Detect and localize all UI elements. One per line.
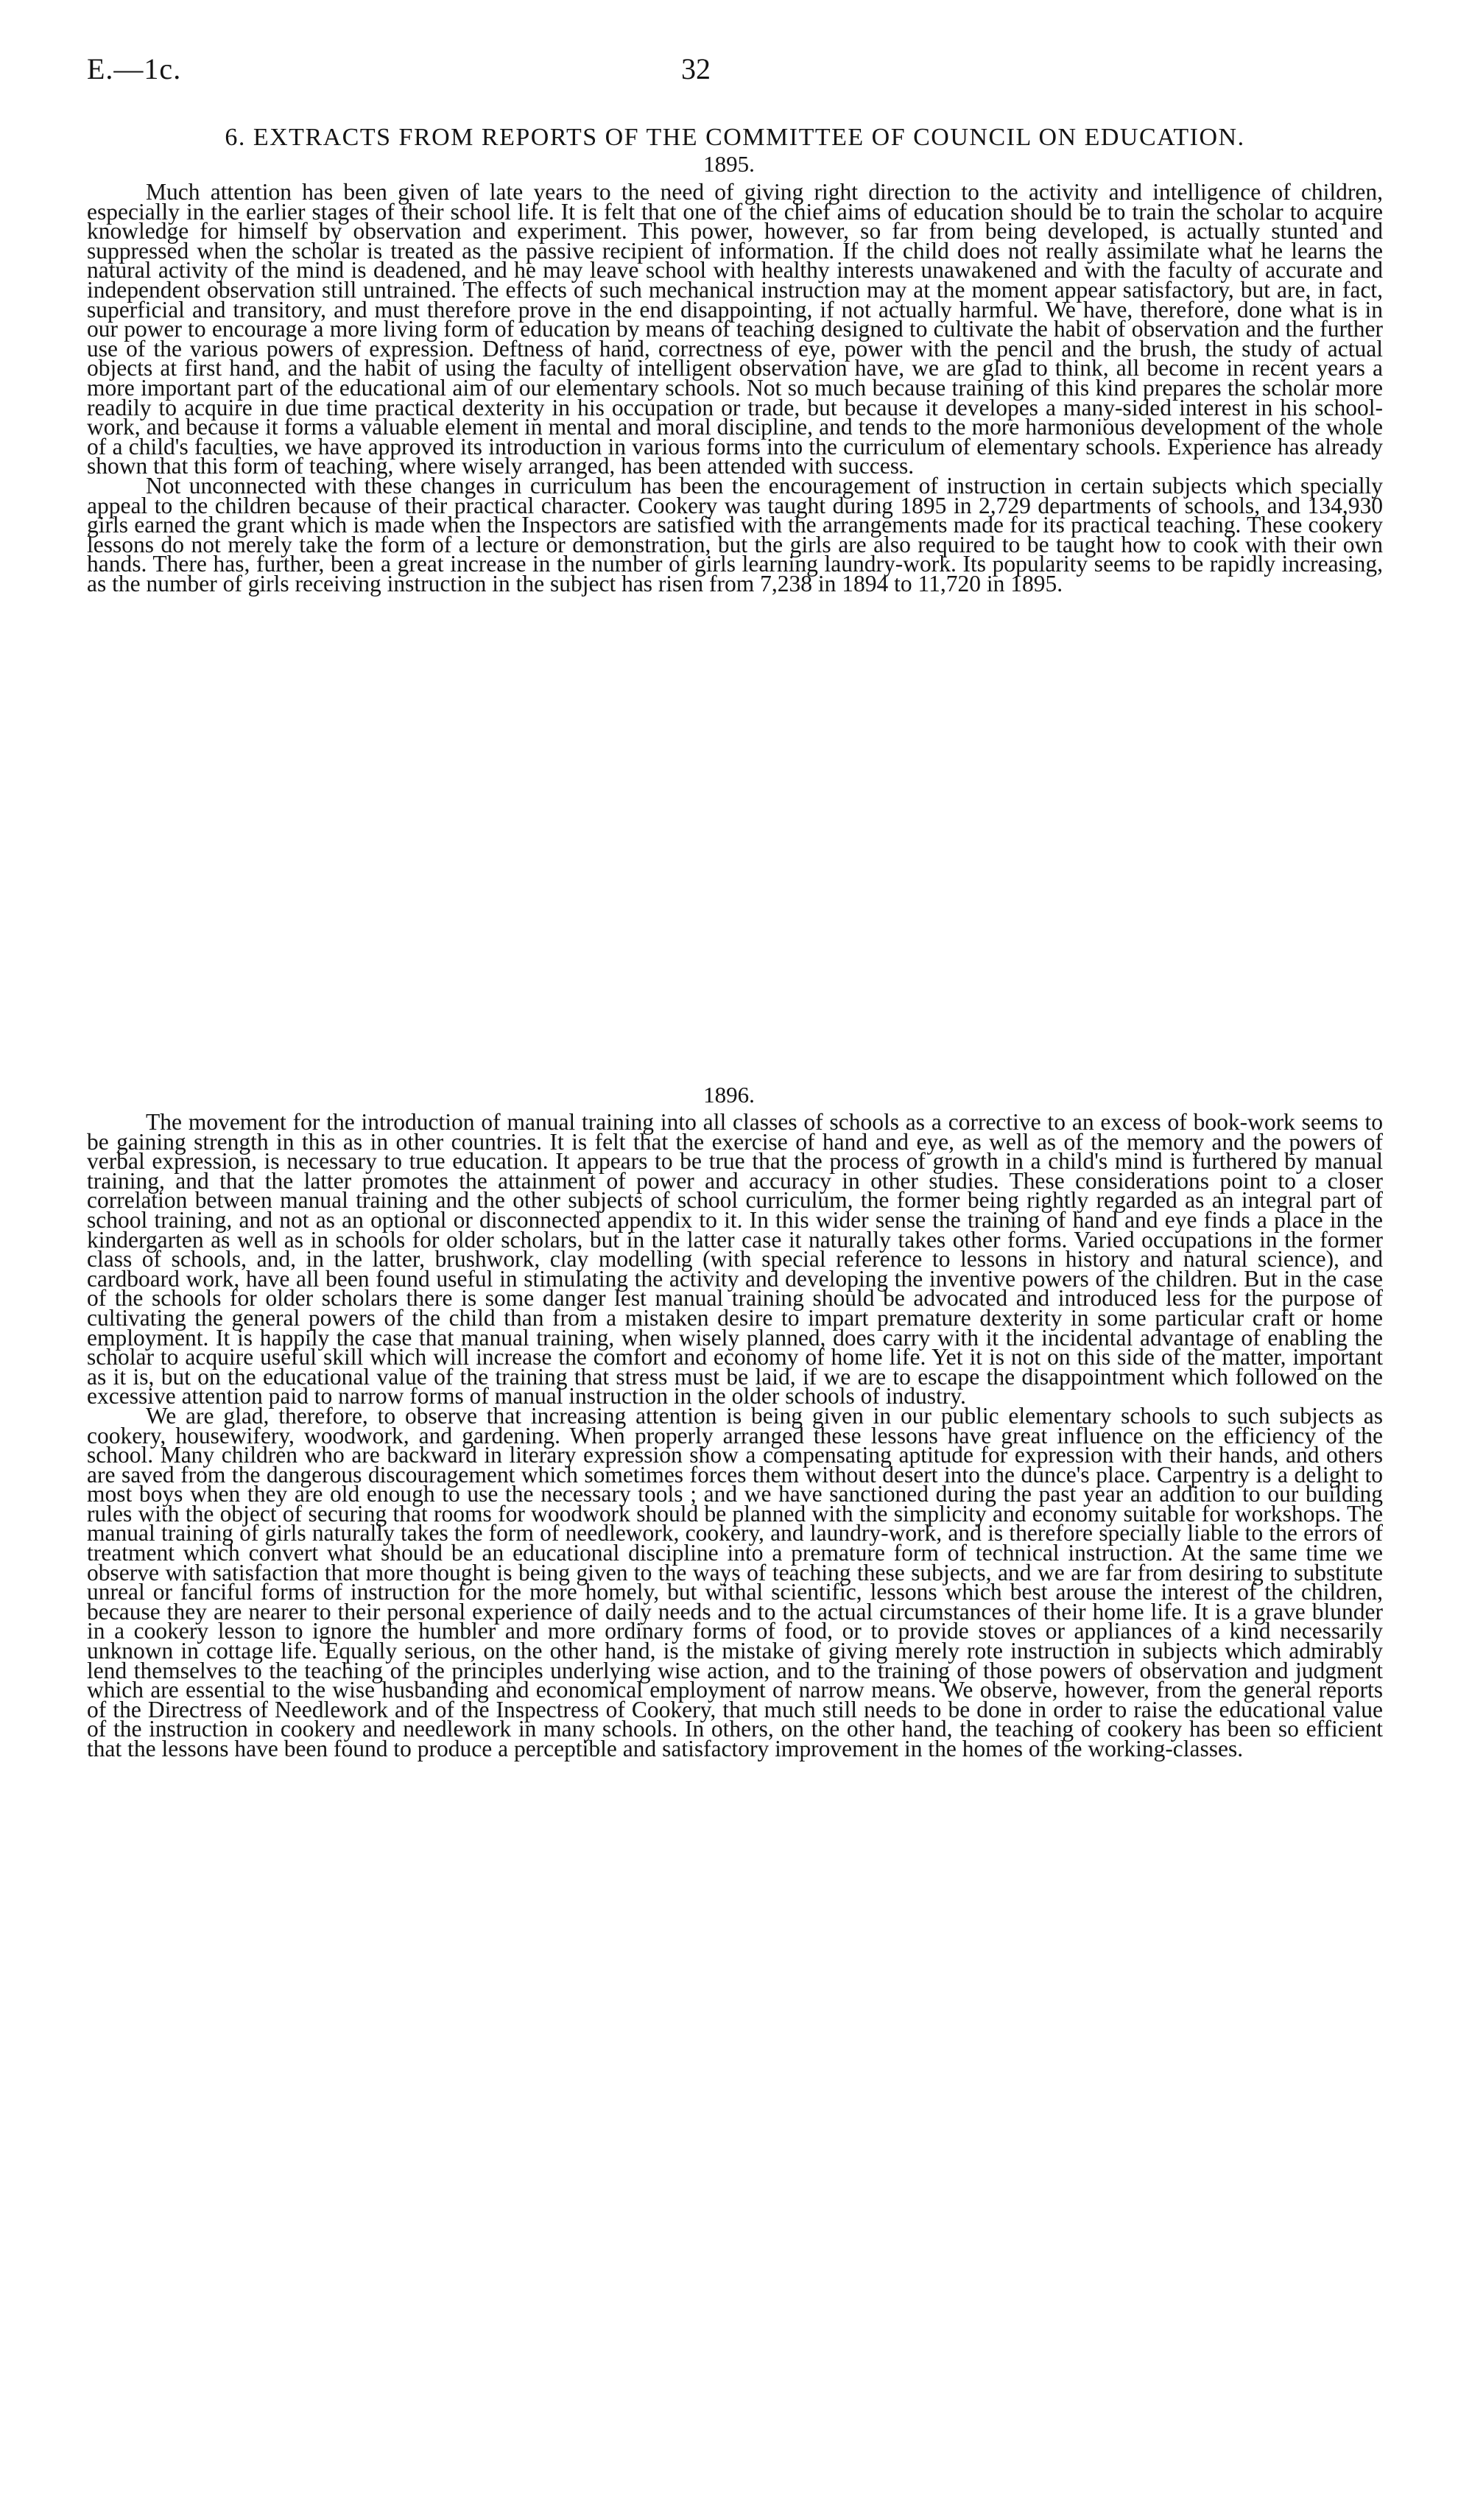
paragraph: The movement for the introduction of manual training into all classes of schools as a corrective to an excess of book-work seems to be gaining strength in this as in other countries. It is felt that the exercise of hand and eye, as well as of the memory and the powers of verbal expression, is necessary to true education. It appears to be true that the process of growth in a child's mind is furthered by manual training, and that the latter promotes the attainment of power and accuracy in other studies. These considerations point to a closer correlation between manual training and the other subjects of school curriculum, the former being rightly regarded as an integral part of school training, and not as an optional or disconnected appendix to it. In this wider sense the training of hand and eye finds a place in the kindergarten as well as in schools for older scholars, but in the latter case it naturally takes other forms. Varied occupations in the former class of schools, and, in the latter, brushwork, clay modelling (with special reference to lessons in history and natural science), and cardboard work, have all been found useful in stimulating the activity and developing the inventive powers of the children. But in the case of the schools for older scholars there is some danger lest manual training should be advocated and introduced less for the purpose of cultivating the general powers of the child than from a mistaken desire to impart premature dexterity in some particular craft or home employment. It is happily the case that manual training, when wisely planned, does carry with it the incidental advantage of enabling the scholar to acquire useful skill which will increase the comfort and economy of home life. Yet it is not on this side of the matter, important as it is, but on the educational value of the training that stress must be laid, if we are to escape the disappointment which followed on the excessive attention paid to narrow forms of manual instruction in the older schools of industry.: [87, 1109, 1383, 1409]
section-1896-body: [87, 1109, 1383, 1761]
section-1895-body: [87, 179, 1383, 596]
paragraph: Much attention has been given of late years to the need of giving right direction to the activity and intelligence of children, especially in the earlier stages of their school life. It is felt that one of the chief aims of education should be to train the scholar to acquire knowledge for himself by observation and experiment. This power, however, so far from being developed, is actually stunted and suppressed when the scholar is treated as the passive recipient of information. If the child does not really assimilate what he learns the natural activity of the mind is deadened, and he may leave school with healthy interests unawakened and with the faculty of accurate and independent observation still untrained. The effects of such mechanical instruction may at the moment appear satisfactory, but are, in fact, superficial and transitory, and must therefore prove in the end disappointing, if not actually harmful. We have, therefore, done what is in our power to encourage a more living form of education by means of teaching designed to cultivate the habit of observation and the further use of the various powers of expression. Deftness of hand, correctness of eye, power with the pencil and the brush, the study of actual objects at first hand, and the habit of using the faculty of intelligent observation have, we are glad to think, all become in recent years a more important part of the educational aim of our elementary schools. Not so much because training of this kind prepares the scholar more readily to acquire in due time practical dexterity in his occupation or trade, but because it developes a many-sided interest in his school-work, and because it forms a valuable element in mental and moral discipline, and tends to the more harmonious development of the whole of a child's faculties, we have approved its introduction in various forms into the curriculum of elementary schools. Experience has already shown that this form of teaching, where wisely arranged, has been attended with success.: [87, 179, 1383, 479]
paragraph: Not unconnected with these changes in curriculum has been the encouragement of instruction in certain subjects which specially appeal to the children because of their practical character. Cookery was taught during 1895 in 2,729 departments of schools, and 134,930 girls earned the grant which is made when the Inspectors are satisfied with the arrangements made for its practical teaching. These cookery lessons do not merely take the form of a lecture or demonstration, but the girls are also required to be taught how to cook with their own hands. There has, further, been a great increase in the number of girls learning laundry-work. Its popularity seems to be rapidly increasing, as the number of girls receiving instruction in the subject has risen from 7,238 in 1894 to 11,720 in 1895.: [87, 472, 1383, 596]
document-code: E.—1c.: [87, 52, 182, 85]
paragraph: We are glad, therefore, to observe that increasing attention is being given in our public elementary schools to such subjects as cookery, housewifery, woodwork, and gardening. When properly arranged these lessons have great influence on the efficiency of the school. Many children who are backward in literary expression show a compensating aptitude for expression with their hands, and others are saved from the dangerous discouragement which sometimes forces them without desert into the dunce's place. Carpentry is a delight to most boys when they are old enough to use the necessary tools ; and we have sanctioned during the past year an addition to our building rules with the object of securing that rooms for woodwork should be planned with the simplicity and economy suitable for workshops. The manual training of girls naturally takes the form of needlework, cookery, and laundry-work, and is therefore specially liable to the errors of treatment which convert what should be an educational discipline into a premature form of technical instruction. At the same time we observe with satisfaction that more thought is being given to the ways of teaching these subjects, and we are far from desiring to substitute unreal or fanciful forms of instruction for the more homely, but withal scientific, lessons which best arouse the interest of the children, because they are nearer to their personal experience of daily needs and to the actual circumstances of their home life. It is a grave blunder in a cookery lesson to ignore the humbler and more ordinary forms of food, or to provide stoves or appliances of a kind necessarily unknown in cottage life. Equally serious, on the other hand, is the mistake of giving merely rote instruction in subjects which admirably lend themselves to the teaching of the principles underlying wise action, and to the training of those powers of observation and judgment which are essential to the wise husbanding and economical employment of narrow means. We observe, however, from the general reports of the Directress of Needlework and of the Inspectress of Cookery, that much still needs to be done in order to raise the educational value of the instruction in cookery and needlework in many schools. In others, on the other hand, the teaching of cookery has been so efficient that the lessons have been found to produce a perceptible and satisfactory improvement in the homes of the working-classes.: [87, 1402, 1383, 1761]
page-header: [0, 52, 1458, 96]
year-heading-1895: 1895.: [703, 151, 755, 177]
year-heading-1896: 1896.: [703, 1082, 755, 1108]
section-heading: 6. EXTRACTS FROM REPORTS OF THE COMMITTEE OF COUNCIL ON EDUCATION.: [225, 124, 1245, 151]
page-number: 32: [681, 52, 711, 85]
